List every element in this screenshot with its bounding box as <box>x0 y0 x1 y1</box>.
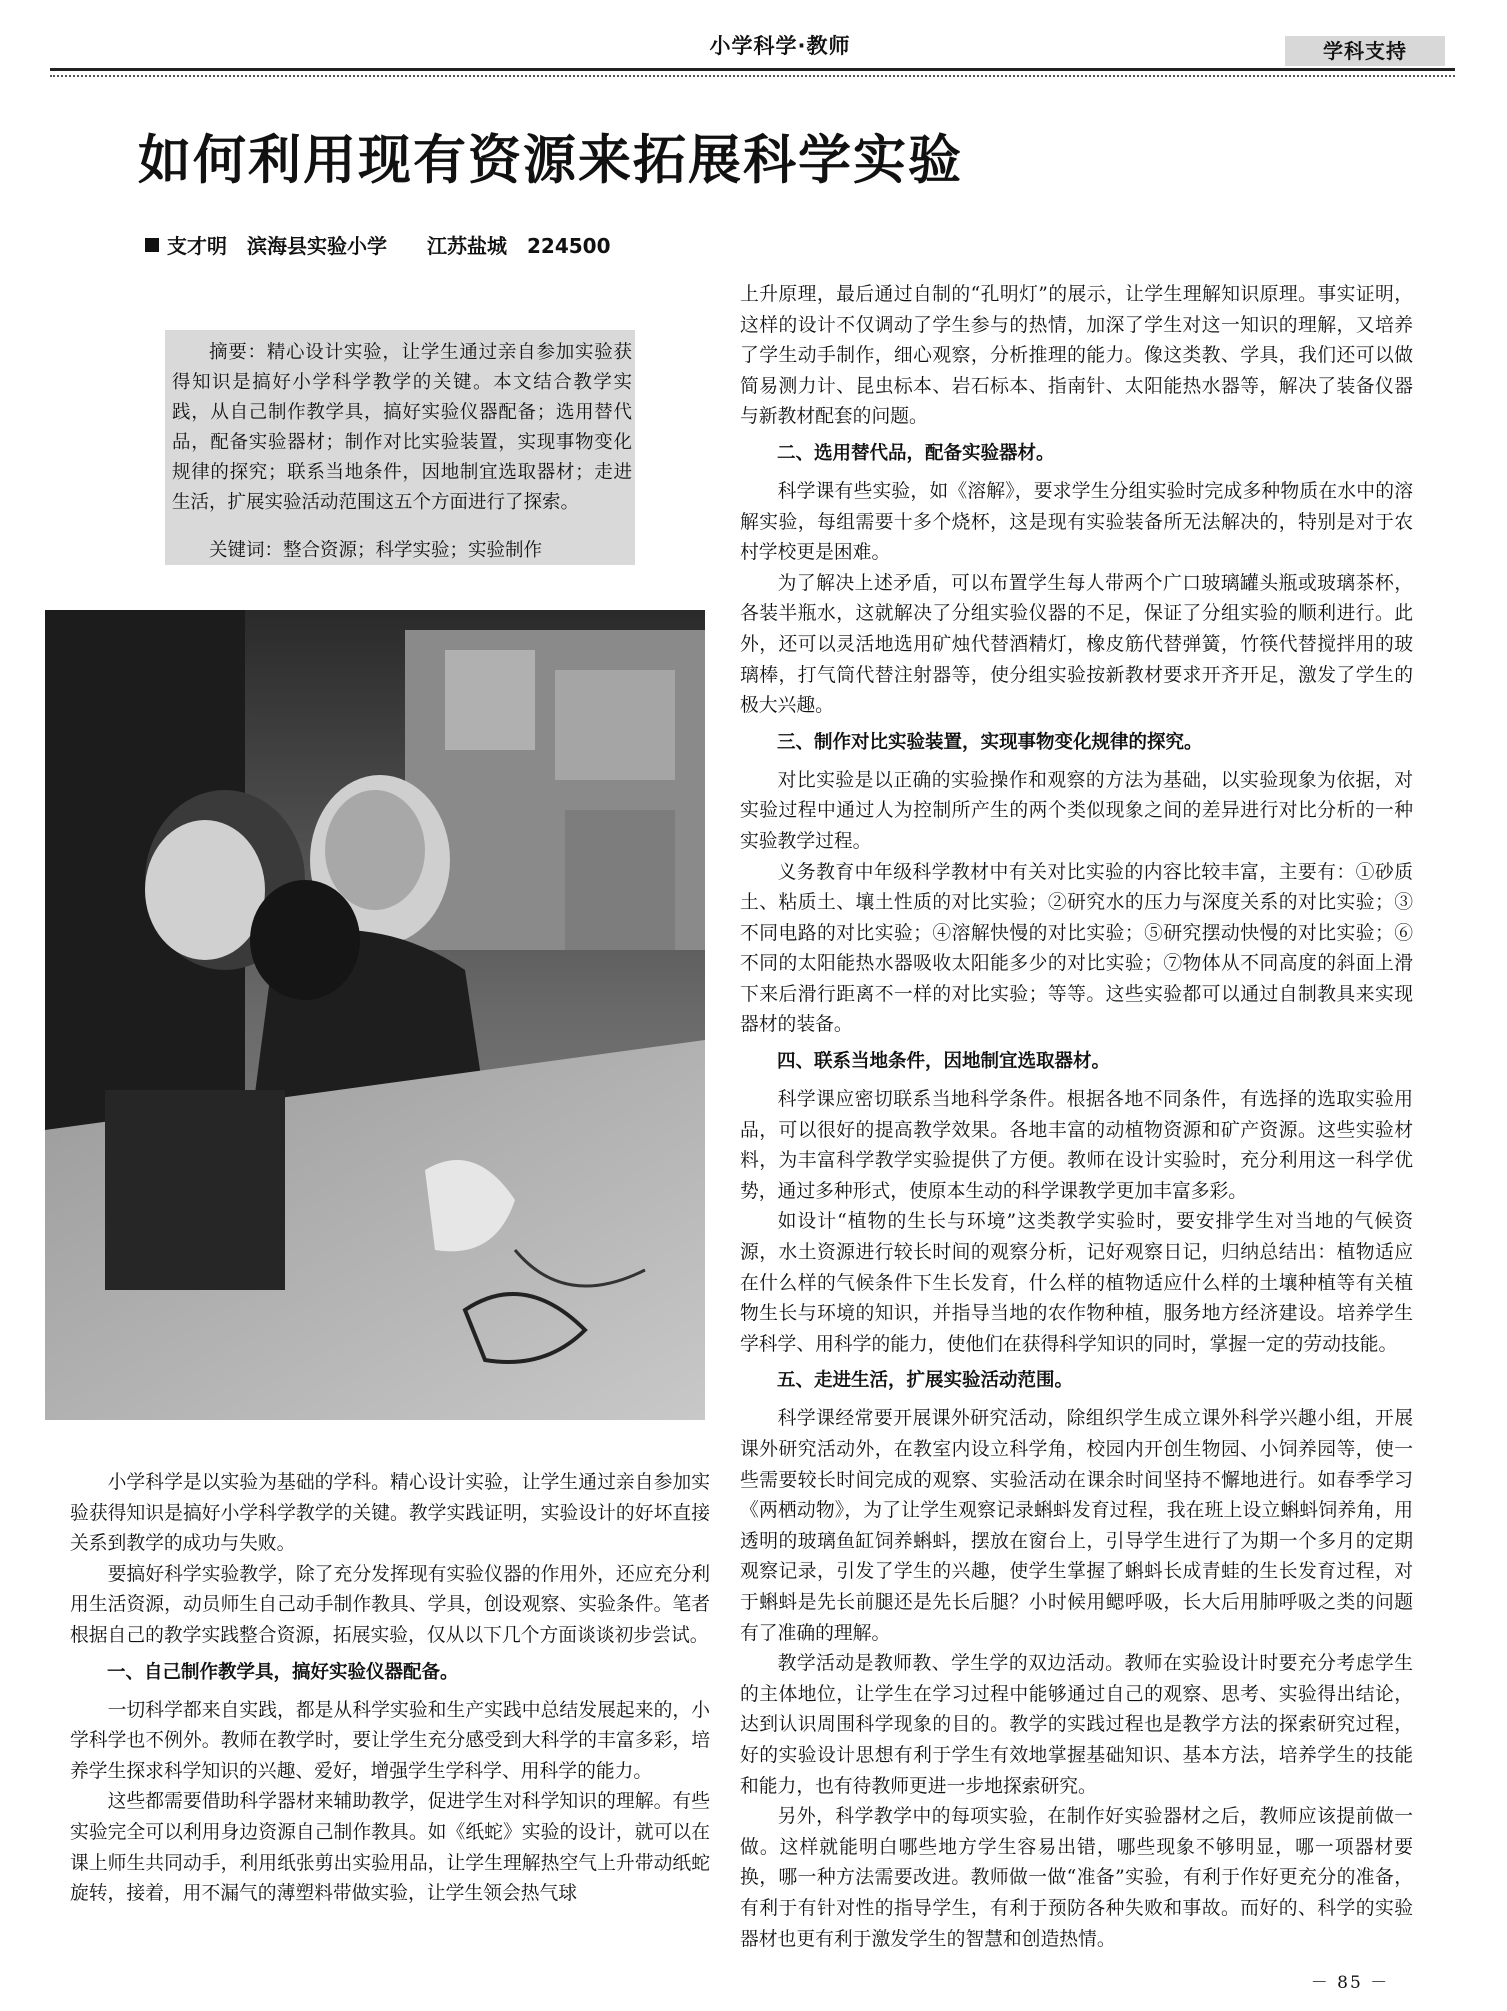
author-text: 支才明 滨海县实验小学 江苏盐城 224500 <box>167 234 611 258</box>
header-rule <box>50 68 1455 71</box>
paragraph: 要搞好科学实验教学，除了充分发挥现有实验仪器的作用外，还应充分利用生活资源，动员师生自己动手制作教具、学具，创设观察、实验条件。笔者根据自己的教学实践整合资源，拓展实验，仅从以下几个方面谈谈初步尝试。 <box>70 1563 710 1646</box>
paragraph: 对比实验是以正确的实验操作和观察的方法为基础，以实验现象为依据，对实验过程中通过人为控制所产生的两个类似现象之间的差异进行对比分析的一种实验教学过程。 <box>740 769 1413 852</box>
header-category-badge: 学科支持 <box>1285 36 1445 66</box>
paragraph: 为了解决上述矛盾，可以布置学生每人带两个广口玻璃罐头瓶或玻璃茶杯，各装半瓶水，这就解决了分组实验仪器的不足，保证了分组实验的顺利进行。此外，还可以灵活地选用矿烛代替酒精灯，橡皮筋代替弹簧，竹筷代替搅拌用的玻璃棒，打气筒代替注射器等，使分组实验按新教材要求开齐开足，激发了学生的极大兴趣。 <box>740 572 1413 717</box>
paragraph: 科学课经常要开展课外研究活动，除组织学生成立课外科学兴趣小组，开展课外研究活动外，在教室内设立科学角，校园内开创生物园、小饲养园等，使一些需要较长时间完成的观察、实验活动在课余时间坚持不懈地进行。如春季学习《两栖动物》，为了让学生观察记录蝌蚪发育过程，我在班上设立蝌蚪饲养角，用透明的玻璃鱼缸饲养蝌蚪，摆放在窗台上，引导学生进行了为期一个多月的定期观察记录，引发了学生的兴趣，使学生掌握了蝌蚪长成青蛙的生长发育过程，对于蝌蚪是先长前腿还是先长后腿？小时候用鳃呼吸，长大后用肺呼吸之类的问题有了准确的理解。 <box>740 1408 1413 1644</box>
paragraph: 小学科学是以实验为基础的学科。精心设计实验，让学生通过亲自参加实验获得知识是搞好小学科学教学的关键。教学实践证明，实验设计的好坏直接关系到教学的成功与失败。 <box>70 1472 710 1555</box>
header-section: 小学科学·教师 <box>709 34 851 58</box>
paragraph: 科学课应密切联系当地科学条件。根据各地不同条件，有选择的选取实验用品，可以很好的提高教学效果。各地丰富的动植物资源和矿产资源。这些实验材料，为丰富科学教学实验提供了方便。教师在设计实验时，充分利用这一科学优势，通过多种形式，使原本生动的科学课教学更加丰富多彩。 <box>740 1089 1413 1202</box>
paragraph: 上升原理，最后通过自制的“孔明灯”的展示，让学生理解知识原理。事实证明，这样的设计不仅调动了学生参与的热情，加深了学生对这一知识的理解，又培养了学生动手制作，细心观察，分析推理的能力。像这类教、学具，我们还可以做简易测力计、昆虫标本、岩石标本、指南针、太阳能热水器等，解决了装备仪器与新教材配套的问题。 <box>740 284 1413 428</box>
keywords: 关键词：整合资源；科学实验；实验制作 <box>209 540 543 561</box>
section-heading: 五、走进生活，扩展实验活动范围。 <box>777 1370 1074 1392</box>
bullet-square-icon <box>145 238 159 252</box>
section-heading: 一、自己制作教学具，搞好实验仪器配备。 <box>107 1661 459 1683</box>
paragraph: 一切科学都来自实践，都是从科学实验和生产实践中总结发展起来的，小学科学也不例外。教师在教学时，要让学生充分感受到大科学的丰富多彩，培养学生探求科学知识的兴趣、爱好，增强学生学科学、用科学的能力。 <box>70 1699 710 1782</box>
paragraph: 这些都需要借助科学器材来辅助教学，促进学生对科学知识的理解。有些实验完全可以利用身边资源自己制作教具。如《纸蛇》实验的设计，就可以在课上师生共同动手，利用纸张剪出实验用品，让学生理解热空气上升带动纸蛇旋转，接着，用不漏气的薄塑料带做实验，让学生领会热气球 <box>70 1791 710 1905</box>
left-column <box>70 1468 710 1910</box>
page-number: － 85 － <box>1310 1973 1390 1993</box>
paragraph: 如设计“植物的生长与环境”这类教学实验时，要安排学生对当地的气候资源，水土资源进行较长时间的观察分析，记好观察日记，归纳总结出：植物适应在什么样的气候条件下生长发育，什么样的植物适应什么样的土壤种植等有关植物生长与环境的知识，并指导当地的农作物种植，服务地方经济建设。培养学生学科学、用科学的能力，使他们在获得科学知识的同时，掌握一定的劳动技能。 <box>740 1211 1413 1355</box>
right-column <box>740 280 1413 1955</box>
article-title: 如何利用现有资源来拓展科学实验 <box>138 129 963 191</box>
classroom-photo <box>45 610 705 1420</box>
section-heading: 四、联系当地条件，因地制宜选取器材。 <box>777 1051 1111 1073</box>
author-line <box>145 230 795 259</box>
classroom-photo-illustration <box>45 610 705 1420</box>
paragraph: 义务教育中年级科学教材中有关对比实验的内容比较丰富，主要有：①砂质土、粘质土、壤土性质的对比实验；②研究水的压力与深度关系的对比实验；③不同电路的对比实验；④溶解快慢的对比实验；⑤研究摆动快慢的对比实验；⑥不同的太阳能热水器吸收太阳能多少的对比实验；⑦物体从不同高度的斜面上滑下来后滑行距离不一样的对比实验；等等。这些实验都可以通过自制教具来实现器材的装备。 <box>740 861 1413 1036</box>
paragraph: 教学活动是教师教、学生学的双边活动。教师在实验设计时要充分考虑学生的主体地位，让学生在学习过程中能够通过自己的观察、思考、实验得出结论，达到认识周围科学现象的目的。教学的实践过程也是教学方法的探索研究过程，好的实验设计思想有利于学生有效地掌握基础知识、基本方法，培养学生的技能和能力，也有待教师更进一步地探索研究。 <box>740 1653 1413 1797</box>
abstract: 摘要：精心设计实验，让学生通过亲自参加实验获得知识是搞好小学科学教学的关键。本文结合教学实践，从自己制作教学具，搞好实验仪器配备；选用替代品，配备实验器材；制作对比实验装置，实现事物变化规律的探究；联系当地条件，因地制宜选取器材；走进生活，扩展实验活动范围这五个方面进行了探索。 <box>172 342 632 513</box>
header-dotted-rule <box>50 75 1455 77</box>
section-heading: 二、选用替代品，配备实验器材。 <box>777 442 1055 464</box>
paragraph: 另外，科学教学中的每项实验，在制作好实验器材之后，教师应该提前做一做。这样就能明白哪些地方学生容易出错，哪些现象不够明显，哪一项器材要换，哪一种方法需要改进。教师做一做“准备”实验，有利于作好更充分的准备，有利于有针对性的指导学生，有利于预防各种失败和事故。而好的、科学的实验器材也更有利于激发学生的智慧和创造热情。 <box>740 1806 1413 1950</box>
paragraph: 科学课有些实验，如《溶解》，要求学生分组实验时完成多种物质在水中的溶解实验，每组需要十多个烧杯，这是现有实验装备所无法解决的，特别是对于农村学校更是困难。 <box>740 480 1413 564</box>
section-heading: 三、制作对比实验装置，实现事物变化规律的探究。 <box>777 731 1203 753</box>
